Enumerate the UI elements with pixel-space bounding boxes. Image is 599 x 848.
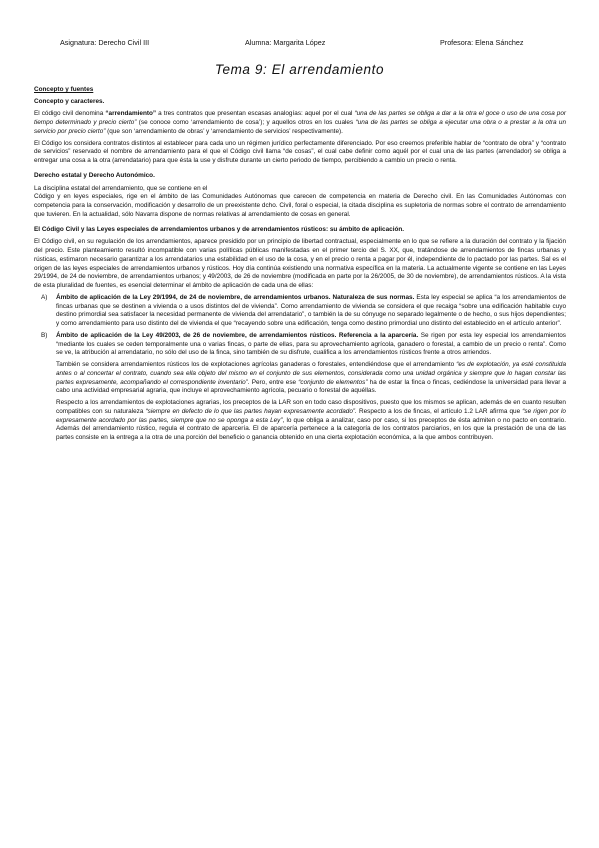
text-run: ha de estar la finca o fincas, cediéndose la universidad para llevar a cabo una actividad empresarial agraria, que incluye el aprovechamiento agrícola, pecuario o forestal de aquéllas. [56,378,567,395]
header-teacher: Profesora: Elena Sánchez [440,38,524,47]
list-marker: A) [41,293,48,301]
quote-italic: “conjunto de elementos” [298,378,368,386]
list-marker: B) [41,331,48,339]
document-body [34,86,566,446]
list-item-heading: Ámbito de aplicación de la Ley 29/1994, de 24 de noviembre, de arrendamientos urbanos. Naturaleza de sus normas. [56,293,415,301]
list-item-text: Se rigen por esta ley especial los arrendamientos “mediante los cuales se ceden temporalmente una o varias fincas, o parte de ellas, para su aprovechamiento agrícola, ganadero o forestal, a cambio de un precio o renta”. Como se ve, la atribución al arrendatario, no sólo del uso de la finca, sino también de su disfrute, cualifica a los arrendamientos rústicos frente a otros arriendos. [56,331,566,357]
ambitos-list [34,294,566,358]
paragraph-explotaciones [34,361,566,396]
header-student: Alumna: Margarita López [245,38,326,47]
text-run: a tres contratos que presentan escasas analogías: aquel por el cual [156,110,355,118]
document-title: Tema 9: El arrendamiento [214,62,385,77]
text-run: Pero, entre ese [249,378,299,386]
text-run: Respecto a los de fincas, el artículo 1.2 LAR afirma que [356,407,523,415]
text-run-bold: “arrendamiento” [105,110,157,118]
text-run: (se conoce como ‘arrendamiento de cosa’); y aquellos otros en los cuales [136,119,356,127]
text-run: También se considera arrendamientos rústicos los de explotaciones agrícolas ganaderas o forestales, entendiéndose que el arrendamiento [56,361,457,369]
quote-italic: “se rigen por lo expresamente acordado por las partes, siempre que no se oponga a esta Ley” [56,407,566,424]
section-heading-codigo-leyes: El Código Civil y las Leyes especiales de arrendamientos urbanos y de arrendamientos rústicos: su ámbito de aplicación. [34,225,405,233]
quote-italic: “es de explotación, ya esté constituida antes o al concertar el contrato, cuando sea ella objeto del mismo en el conjunto de sus elementos, considerada como una unidad orgánica y siempre que lo hagan constar las partes expresamente, acompañando el correspondiente inventario”. [56,361,567,386]
paragraph-regimen: El Código los considera contratos distintos al establecer para cada uno un régimen jurídico perfectamente diferenciado. Por eso creemos preferible hablar de “contrato de obra” y “contrato de servicios” reservado el nombre de arrendamiento para el que el Código civil llama “de cosas”, el cual cabe definir como aquél por el cual una de las partes (arrendador) se obliga a entregar una cosa a la otra (arrendatario) para que ésta la use y disfrute durante un cierto periodo de tiempo, percibiendo a cambio un precio o renta. [34,139,566,165]
paragraph-codigo-civil: El Código civil, en su regulación de los arrendamientos, aparece presidido por un principio de libertad contractual, especialmente en lo que se refiere a la duración del contrato y la fijación del precio. Este planteamiento resultó incompatible con varias políticas públicas manifestadas en el primer tercio del S. XX, que, tratándose de arrendamientos de fincas urbanas y rústicas, estimaron necesario garantizar a los arrendatarios una estabilidad en el uso de la cosa, y en el precio o renta a pagar por él, independiente de lo pactado por las partes. Sal es el origen de las leyes especiales de arrendamientos urbanos y rústicos. Hoy día continúa existiendo una normativa específica en la materia. La actualmente vigente se contiene en las Leyes 29/1994, de 24 de noviembre, de arrendamientos urbanos; y 49/2003, de 26 de noviembre (modificada en parte por la 26/2005, de 30 de noviembre), de arrendamientos rústicos. A la vista de esta pluralidad de fuentes, es esencial determinar el ámbito de aplicación de cada una de ellas: [34,238,566,289]
paragraph-comunidades: Código y en leyes especiales, rige en el ámbito de las Comunidades Autónomas que carecen de competencia en materia de Derecho civil. En las Comunidades Autónomas con competencia para la conservación, modificación y desarrollo de un preexistente dcho. Civil, foral o especial, la citada disciplina es supletoria de normas sobre el contrato de arrendamiento que tuvieren. En la actualidad, sólo Navarra dispone de normas relativas al arrendamiento de cosas en general. [34,193,566,218]
list-item-heading: Ámbito de aplicación de la Ley 49/2003, de 26 de noviembre, de arrendamientos rústicos. Referencia a la aparcería. [56,331,419,339]
text-run: , lo que obliga a analizar, caso por caso, si los preceptos de ésta admiten o no pacto en contrario. Además del arrendamiento rústico, regula el contrato de aparcería. El de aparcería pertenece a la categoría de los contratos parciarios, en los que la prestación de una de las partes consiste en la entrega a la otra de una porción del beneficio o ganancia obtenido en una cierta explotación económica, a la que ambos contribuyen. [56,416,566,441]
list-item-b [34,332,566,358]
list-item-a [34,294,566,329]
subheading-concepto-caracteres: Concepto y caracteres. [34,97,105,105]
quote-italic: “una de las partes se obliga a dar a la otra el goce o uso de una cosa por tiempo determinado y precio cierto” [34,110,566,127]
text-run: (que son ‘arrendamiento de obras’ y ‘arrendamiento de servicios’ respectivamente). [105,127,343,135]
paragraph-definicion [34,110,566,136]
quote-italic: “una de las partes se obliga a ejecutar una obra o a prestar a la otra un servicio por precio cierto” [34,119,567,135]
header-subject: Asignatura: Derecho Civil III [60,38,150,47]
paragraph-aparceria [34,399,566,443]
list-item-text: Esta ley especial se aplica “a los arrendamientos de fincas urbanas que se destinen a vivienda o a usos distintos del de vivienda”. Como arrendamiento de vivienda se considera el que recaiga “sobre una edificación habitable cuyo destino primordial sea satisfacer la necesidad permanente de vivienda del arrendatario”, o también la de su cónyuge no separado legalmente o de hecho, o sus hijos dependientes; y como arrendamiento para uso distinto del de vivienda el que “recayendo sobre una edificación, tenga como destino primordial uno distinto del establecido en el artículo anterior”. [56,293,566,327]
quote-italic: “siempre en defecto de lo que las partes hayan expresamente acordado”. [145,407,357,415]
text-run: El código civil denomina [34,110,106,118]
section-heading-derecho-estatal: Derecho estatal y Derecho Autonómico. [34,172,155,179]
paragraph-disciplina-estatal: La disciplina estatal del arrendamiento, que se contiene en el [34,184,208,192]
section-heading-concepto-fuentes: Concepto y fuentes [34,86,94,93]
text-run: Respecto a los arrendamientos de explotaciones agrarias, los preceptos de la LAR son en todo caso dispositivos, puesto que los mismos se aplican, además de en cuanto resulten compatibles con su naturaleza [56,399,566,415]
